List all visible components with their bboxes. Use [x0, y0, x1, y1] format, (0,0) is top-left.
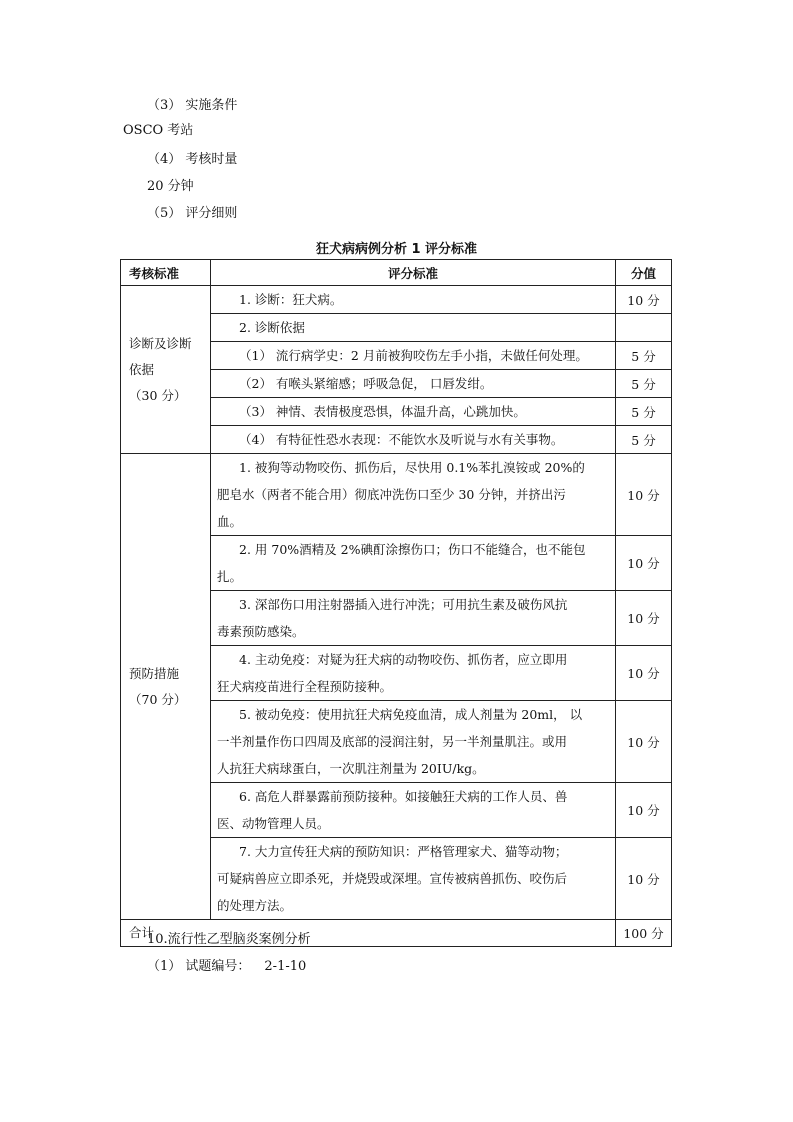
next-section-item1: （1） 试题编号： 2-1-10	[147, 959, 307, 974]
criterion-text: 4. 主动免疫：对疑为狂犬病的动物咬伤、抓伤者，应立即用 狂犬病疫苗进行全程预防接种。	[211, 646, 616, 701]
criterion-text: （3） 神情、表情极度恐惧，体温升高，心跳加快。	[211, 398, 616, 426]
criterion-score: 10 分	[616, 701, 672, 783]
criterion-score: 10 分	[616, 646, 672, 701]
criterion-score: 5 分	[616, 426, 672, 454]
criterion-score: 10 分	[616, 838, 672, 920]
next-section-heading: 10.流行性乙型脑炎案例分析	[147, 932, 311, 947]
criterion-score: 5 分	[616, 370, 672, 398]
criterion-text: （1） 流行病学史：2 月前被狗咬伤左手小指，未做任何处理。	[211, 342, 616, 370]
criterion-score	[616, 314, 672, 342]
section-5-label: （5） 评分细则	[147, 206, 238, 221]
criterion-text: 1. 诊断：狂犬病。	[211, 286, 616, 314]
criterion-score: 10 分	[616, 286, 672, 314]
category-diagnosis: 诊断及诊断 依据 （30 分）	[121, 286, 211, 454]
table-title: 狂犬病病例分析 1 评分标准	[315, 242, 478, 257]
criterion-score: 10 分	[616, 591, 672, 646]
section-3-label: （3） 实施条件	[147, 98, 238, 113]
table-row	[121, 286, 672, 314]
header-scoring-criteria: 评分标准	[211, 260, 616, 286]
scoring-table	[120, 259, 672, 947]
criterion-text: （4） 有特征性恐水表现：不能饮水及听说与水有关事物。	[211, 426, 616, 454]
category-prevention: 预防措施 （70 分）	[121, 454, 211, 920]
criterion-text: 6. 高危人群暴露前预防接种。如接触狂犬病的工作人员、兽 医、动物管理人员。	[211, 783, 616, 838]
section-4-value: 20 分钟	[147, 179, 194, 194]
table-header-row	[121, 260, 672, 286]
criterion-text: 5. 被动免疫：使用抗狂犬病免疫血清，成人剂量为 20ml， 以 一半剂量作伤口四周及底部的浸润注射，另一半剂量肌注。或用 人抗狂犬病球蛋白，一次肌注剂量为 20IU/kg。	[211, 701, 616, 783]
criterion-text: 2. 诊断依据	[211, 314, 616, 342]
criterion-score: 10 分	[616, 783, 672, 838]
section-3-value: OSCO 考站	[123, 123, 194, 138]
criterion-text: （2） 有喉头紧缩感；呼吸急促， 口唇发绀。	[211, 370, 616, 398]
criterion-text: 7. 大力宣传狂犬病的预防知识：严格管理家犬、猫等动物； 可疑病兽应立即杀死，并烧毁或深埋。宣传被病兽抓伤、咬伤后 的处理方法。	[211, 838, 616, 920]
criterion-text: 3. 深部伤口用注射器插入进行冲洗；可用抗生素及破伤风抗 毒素预防感染。	[211, 591, 616, 646]
criterion-score: 10 分	[616, 536, 672, 591]
section-4-label: （4） 考核时量	[147, 152, 238, 167]
criterion-text: 2. 用 70%酒精及 2%碘酊涂擦伤口；伤口不能缝合，也不能包 扎。	[211, 536, 616, 591]
header-score: 分值	[616, 260, 672, 286]
criterion-score: 5 分	[616, 342, 672, 370]
table-row	[121, 454, 672, 536]
criterion-text: 1. 被狗等动物咬伤、抓伤后，尽快用 0.1%苯扎溴铵或 20%的 肥皂水（两者不能合用）彻底冲洗伤口至少 30 分钟，并挤出污 血。	[211, 454, 616, 536]
total-score: 100 分	[616, 920, 672, 947]
criterion-score: 10 分	[616, 454, 672, 536]
criterion-score: 5 分	[616, 398, 672, 426]
header-criteria-category: 考核标准	[121, 260, 211, 286]
total-label: 合计	[121, 920, 616, 947]
